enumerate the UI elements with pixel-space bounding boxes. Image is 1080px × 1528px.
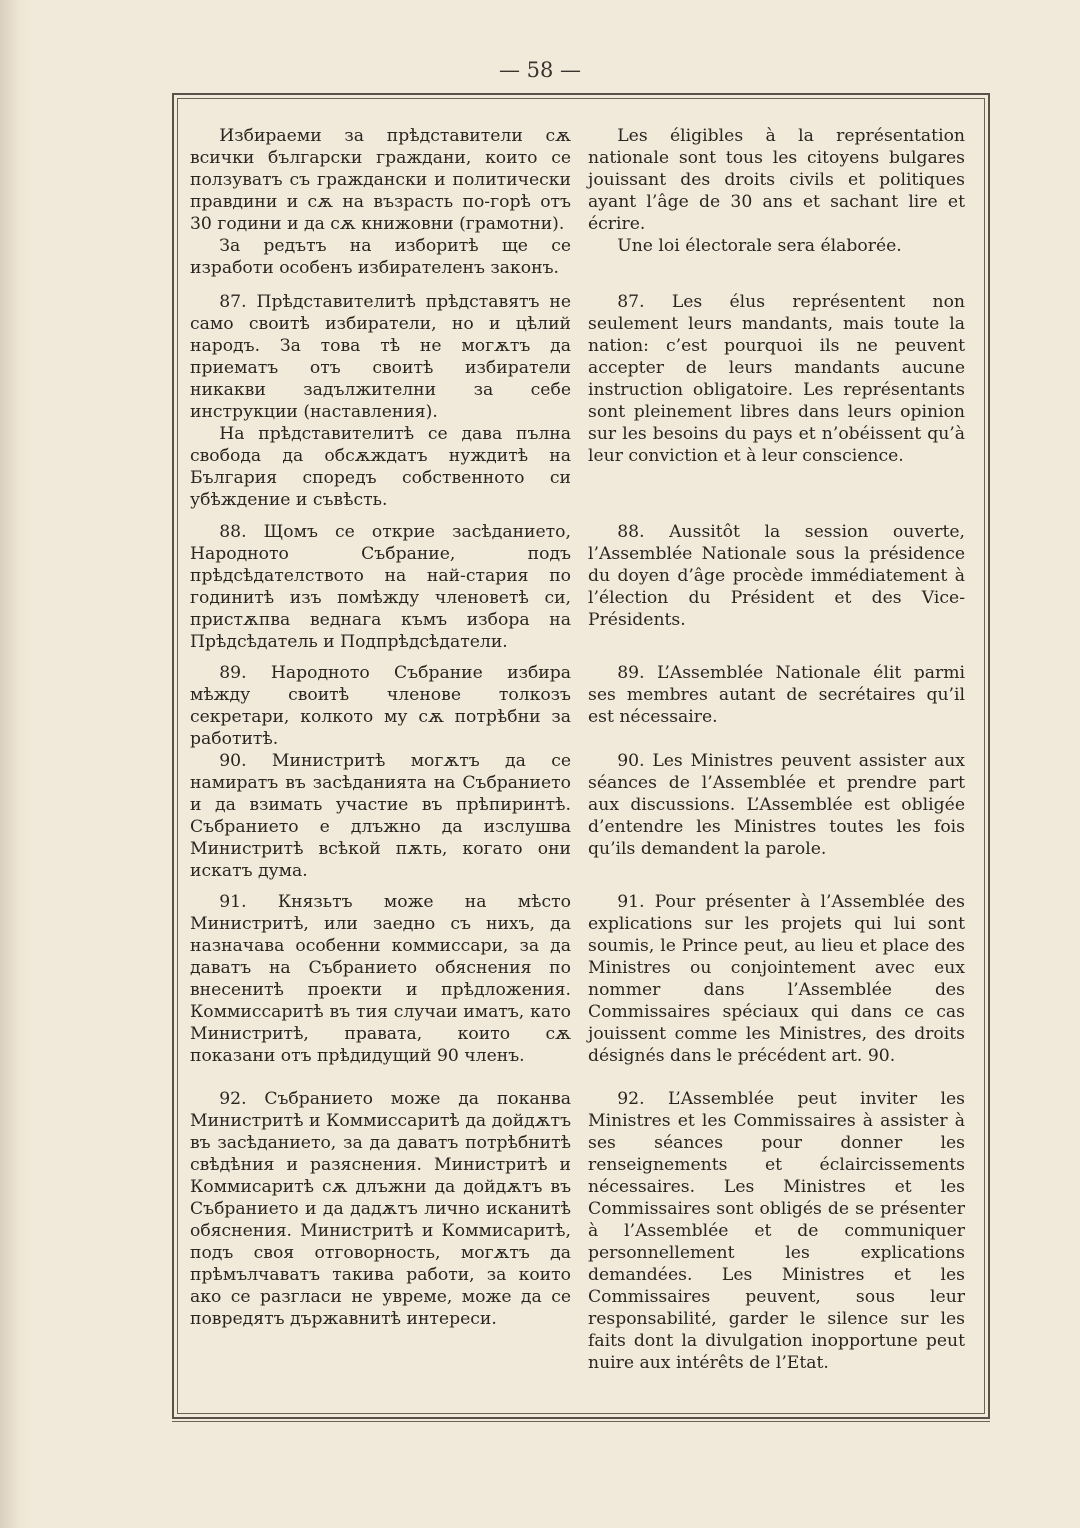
paragraph: 91. Князьтъ може на мѣсто Министритѣ, или заедно съ нихъ, да назначава особенни коммиссари, за да даватъ на Събранието обяснения по внесенитѣ проекти и прѣдложения. Коммиссаритѣ въ тия случаи иматъ, като Министритѣ, правата, които сѫ показани отъ прѣдидущий 90 членъ. [190,892,571,1066]
paragraph: 87. Les élus représentent non seulement leurs mandants, mais toute la nation: c’est pourquoi ils ne peuvent accepter de leurs mandants aucune instruction obligatoire. Les représentants sont pleinement libres dans leurs opinion sur les besoins du pays et n’obéissent qu’à leur conviction et à leur conscience. [588,292,965,466]
article-89-fr [588,662,965,728]
article-92-bg [190,1088,571,1330]
paragraph: Избираеми за прѣдставители сѫ всички български граждани, които се ползуватъ съ граждански и политически правдини и сѫ на възрасть по-горѣ отъ 30 години и да сѫ книжовни (грамотни). [190,126,571,234]
article-87-fr [588,291,965,467]
paragraph: 92. L’Assemblée peut inviter les Ministres et les Commissaires à assister à ses séances pour donner les renseignements et éclaircissements nécessaires. Les Ministres et les Commissaires sont obligés de se présenter à l’Assemblée et de communiquer personnellement les explications demandées. Les Ministres et les Commissaires peuvent, sous leur responsabilité, garder le silence sur les faits dont la divulgation inopportune peut nuire aux intérêts de l’Etat. [588,1089,965,1373]
paragraph: 90. Министритѣ могѫтъ да се намиратъ въ засѣданията на Събранието и да взимать участие въ прѣпиринтѣ. Събранието е длъжно да изслушва Министритѣ всѣкой пѫть, когато они искатъ дума. [190,751,571,881]
article-92-fr [588,1088,965,1374]
article-90-fr [588,750,965,860]
paragraph: 88. Aussitôt la session ouverte, l’Assemblée Nationale sous la présidence du doyen d’âge procède immédiatement à l’élection du Président et des Vice-Présidents. [588,522,965,630]
article-90-bg [190,750,571,882]
paragraph: 90. Les Ministres peuvent assister aux séances de l’Assemblée et prendre part aux discussions. L’Assemblée est obligée d’entendre les Ministres toutes les fois qu’ils demandent la parole. [588,751,965,859]
article-88-bg [190,521,571,653]
article-intro-bg [190,125,571,279]
paragraph: 91. Pour présenter à l’Assemblée des explications sur les projets qui lui sont soumis, le Prince peut, au lieu et place des Ministres ou conjointement avec eux nommer dans l’Assemblée des Commissaires spéciaux qui dans ce cas jouissent comme les Ministres, des droits désignés dans le précédent art. 90. [588,892,965,1066]
frame-bottom-rule [172,1421,990,1422]
article-87-bg [190,291,571,511]
page-binding-edge [0,0,30,1528]
paragraph: 88. Щомъ се открие засѣданието, Народното Събрание, подъ прѣдсѣдателството на най-стария по годинитѣ изъ помѣжду членоветѣ си, пристѫпва веднага къмъ избора на Прѣдсѣдатель и Подпрѣдсѣдатели. [190,522,571,652]
paragraph: За редътъ на изборитѣ ще се изработи особенъ избирателенъ законъ. [190,236,571,278]
article-intro-fr [588,125,965,257]
paragraph: Les éligibles à la représentation nationale sont tous les citoyens bulgares jouissant des droits civils et politiques ayant l’âge de 30 ans et sachant lire et écrire. [588,126,965,234]
paragraph: 87. Прѣдставителитѣ прѣдставятъ не само своитѣ избиратели, но и цѣлий народъ. За това тѣ не могѫтъ да приематъ отъ своитѣ избиратели никакви задължителни за себе инструкции (наставления). [190,292,571,422]
paragraph: 92. Събранието може да поканва Министритѣ и Коммиссаритѣ да дойдѫтъ въ засѣданието, за да даватъ потрѣбнитѣ свѣдѣния и разяснения. Министритѣ и Коммисаритѣ сѫ длъжни да дойдѫтъ въ Събранието и да дадѫтъ лично исканитѣ обяснения. Министритѣ и Коммисаритѣ, подъ своя отговорность, могѫтъ да прѣмълчаватъ такива работи, за които ако се разгласи не увреме, може да се повредятъ държавнитѣ интереси. [190,1089,571,1329]
paragraph: 89. L’Assemblée Nationale élit parmi ses membres autant de secrétaires qu’il est nécessaire. [588,663,965,727]
article-89-bg [190,662,571,750]
article-91-bg [190,891,571,1067]
paragraph: Une loi électorale sera élaborée. [617,236,902,256]
paragraph: 89. Народното Събрание избира мѣжду своитѣ членове толкозъ секретари, колкото му сѫ потрѣбни за работитѣ. [190,663,571,749]
article-91-fr [588,891,965,1067]
page-number: — 58 — [498,58,582,82]
paragraph: На прѣдставителитѣ се дава пълна свобода да обсѫждатъ нуждитѣ на България споредъ собственното си убѣждение и съвѣсть. [190,424,571,510]
article-88-fr [588,521,965,631]
